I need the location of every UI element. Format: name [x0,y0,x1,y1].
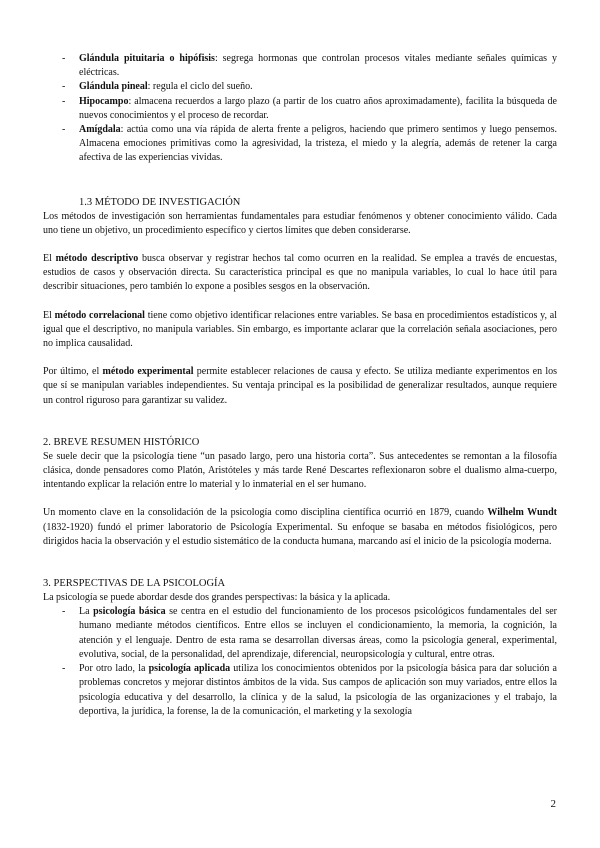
list-item-term: Glándula pituitaria o hipófisis [79,53,215,64]
list-item: - La psicología básica se centra en el estudio del funcionamiento de los procesos psicológicos fundamentales del ser humano mediante métodos científicos. Entre ellos se incluyen el condicionamiento, la memoria, la cognición, la atención y el lenguaje. Dentro de esta rama se desarrollan diversas áreas, como la psicología general, experimental, evolutiva, social, de la personalidad, del aprendizaje, diferencial, neuropsicología y cultural, entre otras. [79,605,557,662]
list-item-term: Glándula pineal [79,81,148,93]
section-heading-history: 2. BREVE RESUMEN HISTÓRICO [43,436,200,448]
list-item [79,80,557,94]
paragraph-perspectives-intro: La psicología se puede abordar desde dos grandes perspectivas: la básica y la aplicada. [43,592,391,604]
paragraph-history-antecedents: Se suele decir que la psicología tiene “un pasado largo, pero una historia corta”. Sus antecedentes se remontan a la filosofía clásica, donde pensadores como Platón, Aristóteles y más tarde René Descartes reflexionaron sobre el dualismo alma-cuerpo, intentando explicar la relación entre lo material y lo inmaterial en el ser humano. [43,450,557,491]
term-correlational-method: método correlacional [54,309,145,321]
list-item: - Por otro lado, la psicología aplicada utiliza los conocimientos obtenidos por la psicología básica para dar solución a problemas concretos y mejorar distintos ámbitos de la vida. Sus campos de aplicación son muy variados, entre ellos la psicología educativa y del desarrollo, la clínica y de la salud, la psicología de las organizaciones y el trabajo, la deportiva, la jurídica, la forense, la de la comunicación, el marketing y la sexología [79,662,557,719]
perspectives-list [43,605,557,719]
paragraph-descriptive-method: El método descriptivo busca observar y registrar hechos tal como ocurren en la realidad. Se emplea a través de encuestas, estudios de casos y observación directa. Su característica principal es que no manipula variables, lo cual lo hace útil para describir situaciones, pero también lo expone a posibles sesgos en la observación. [43,253,557,293]
term-basic-psychology: psicología básica [93,606,166,618]
list-item [79,52,557,80]
paragraph-experimental-method: Por último, el método experimental permite establecer relaciones de causa y efecto. Se utiliza mediante experimentos en los que sí se manipulan variables independientes. Su ventaja principal es la posibilidad de generalizar resultados, aunque requiere un control riguroso para garantizar su validez. [43,366,557,406]
list-item-term: Hipocampo [79,95,129,107]
paragraph-correlational-method: El método correlacional tiene como objetivo identificar relaciones entre variables. Se basa en procedimientos estadísticos y, al igual que el descriptivo, no manipula variables. Sin embargo, es importante aclarar que la correlación señala asociaciones, pero no implica causalidad. [43,309,557,350]
paragraph-history-wundt: Un momento clave en la consolidación de la psicología como disciplina científica ocurrió en 1879, cuando Wilhelm Wundt (1832-1920) fundó el primer laboratorio de Psicología Experimental. Su enfoque se basaba en métodos fisiológicos, pero dirigidos hacia la observación y el estudio sistemático de la conducta humana, marcando así el inicio de la psicología moderna. [43,507,557,547]
paragraph-methods-intro: Los métodos de investigación son herramientas fundamentales para estudiar fenómenos y obtener conocimiento válido. Cada uno tiene un objetivo, un procedimiento específico y ciertos límites que deben considerarse. [43,210,557,236]
term-experimental-method: método experimental [102,366,194,378]
list-item [79,95,557,123]
list-item-text: : actúa como una vía rápida de alerta frente a peligros, haciendo que primero sentimos y luego pensemos. Almacena emociones primitivas como la agresividad, la tristeza, el miedo y la alegría, además de retener la carga afectiva de las experiencias vividas. [79,124,557,164]
list-item-text: : regula el ciclo del sueño. [147,81,253,93]
brain-structures-list [43,52,557,166]
page-content [43,52,557,719]
term-applied-psychology: psicología aplicada [148,663,231,675]
list-item-text: : almacena recuerdos a largo plazo (a partir de los cuatro años aproximadamente), facilita la búsqueda de nuevos conocimientos y el proceso de recordar. [79,95,557,121]
term-wundt: Wilhelm Wundt [487,507,557,519]
section-heading-research-method: 1.3 MÉTODO DE INVESTIGACIÓN [79,196,241,208]
term-descriptive-method: método descriptivo [55,253,139,265]
list-item [79,123,557,166]
list-item-text: : segrega hormonas que controlan procesos vitales mediante señales químicas y eléctricas. [79,53,557,79]
list-item-term: Amígdala [79,124,121,136]
page-number: 2 [550,798,556,810]
section-heading-perspectives: 3. PERSPECTIVAS DE LA PSICOLOGÍA [43,578,226,590]
